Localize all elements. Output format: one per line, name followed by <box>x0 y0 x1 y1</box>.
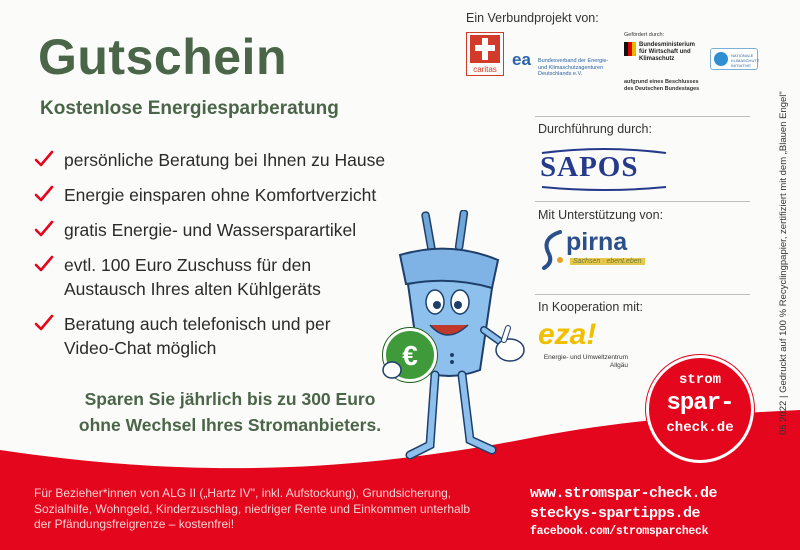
pirna-tagline: Sachsen · ebenLeben <box>570 258 645 265</box>
print-note: 05.2022 | Gedruckt auf 100 % Recyclingpapier, zertifiziert mit dem „Blauen Engel" <box>778 91 789 435</box>
sapos-logo <box>540 147 668 191</box>
ea-text: Bundesverband der Energie- und Klimaschutzagenturen Deutschlands e.V. <box>538 58 609 77</box>
list-item-text: persönliche Beratung bei Ihnen zu Hause <box>64 150 386 170</box>
pirna-swoosh-icon <box>540 230 566 270</box>
divider <box>535 294 750 295</box>
check-icon <box>34 184 54 204</box>
check-icon <box>34 254 54 274</box>
savings-line-1: Sparen Sie jährlich bis zu 300 Euro <box>84 389 376 409</box>
list-item-text: gratis Energie- und Wassersparartikel <box>64 220 357 240</box>
verbund-label: Ein Verbundprojekt von: <box>466 11 599 25</box>
plug-mascot-illustration <box>380 210 530 470</box>
caritas-label: caritas <box>473 65 497 74</box>
voucher-title: Gutschein <box>38 29 287 85</box>
benefit-list <box>34 148 414 371</box>
eza-logo <box>538 318 658 368</box>
nki-text: NATIONALE KLIMASCHUTZ INITIATIVE <box>731 53 760 68</box>
divider <box>535 201 750 202</box>
badge-line-2: spar- <box>666 390 734 417</box>
list-item-text: evtl. 100 Euro Zuschuss für den Austausch Ihres alten Kühlgeräts <box>64 255 321 299</box>
bmwk-basis: aufgrund eines Beschlusses des Deutschen Bundestages <box>624 79 700 92</box>
bmwk-funded-label: Gefördert durch: <box>624 32 665 38</box>
bmwk-logo <box>624 32 704 112</box>
facebook-link[interactable]: facebook.com/stromsparcheck <box>530 525 709 538</box>
list-item <box>34 148 414 172</box>
check-icon <box>34 149 54 169</box>
nki-logo <box>710 48 758 70</box>
pirna-wordmark: pirna <box>566 228 628 256</box>
list-item <box>34 253 414 301</box>
eza-wordmark: eza! <box>538 318 597 351</box>
badge-line-1: strom <box>678 372 721 388</box>
german-flag-icon <box>624 42 636 63</box>
kooperation-label: In Kooperation mit: <box>538 300 643 314</box>
list-item <box>34 183 414 207</box>
caritas-logo <box>466 32 504 76</box>
list-item <box>34 218 414 242</box>
list-item-text: Beratung auch telefonisch und per Video-Chat möglich <box>64 314 331 358</box>
badge-line-3: check.de <box>666 420 734 436</box>
eligibility-note: Für Bezieher*innen von ALG II („Hartz IV", inkl. Aufstockung), Grundsicherung, Sozialhilfe, Wohngeld, Kinderzuschlag, niedriger Rente und Einkommen unterhalb der Pfändungsfreigrenze – kostenfrei! <box>34 486 471 531</box>
check-icon <box>34 313 54 333</box>
eza-subtitle: Energie- und Umweltzentrum Allgäu <box>543 354 628 369</box>
list-item <box>34 312 414 360</box>
pirna-logo <box>540 228 680 272</box>
list-item-text: Energie einsparen ohne Komfortverzicht <box>64 185 377 205</box>
caritas-cross-icon <box>470 35 500 63</box>
bmwk-name: Bundesministerium für Wirtschaft und Klimaschutz <box>639 42 696 62</box>
check-icon <box>34 219 54 239</box>
voucher-subtitle: Kostenlose Energiesparberatung <box>40 98 339 119</box>
stromspar-check-badge <box>646 355 754 463</box>
ea-logo: ea <box>512 50 531 69</box>
durchfuehrung-label: Durchführung durch: <box>538 122 652 136</box>
website-link[interactable]: www.stromspar-check.de <box>530 485 718 502</box>
unterstuetzung-label: Mit Unterstützung von: <box>538 208 664 222</box>
sapos-wordmark: SAPOS <box>540 151 639 183</box>
globe-icon <box>714 52 728 66</box>
contact-links <box>530 484 755 539</box>
savings-line-2: ohne Wechsel Ihres Stromanbieters. <box>78 415 382 435</box>
euro-symbol: € <box>402 340 418 371</box>
divider <box>535 116 750 117</box>
spartipps-link[interactable]: steckys-spartipps.de <box>530 505 701 522</box>
